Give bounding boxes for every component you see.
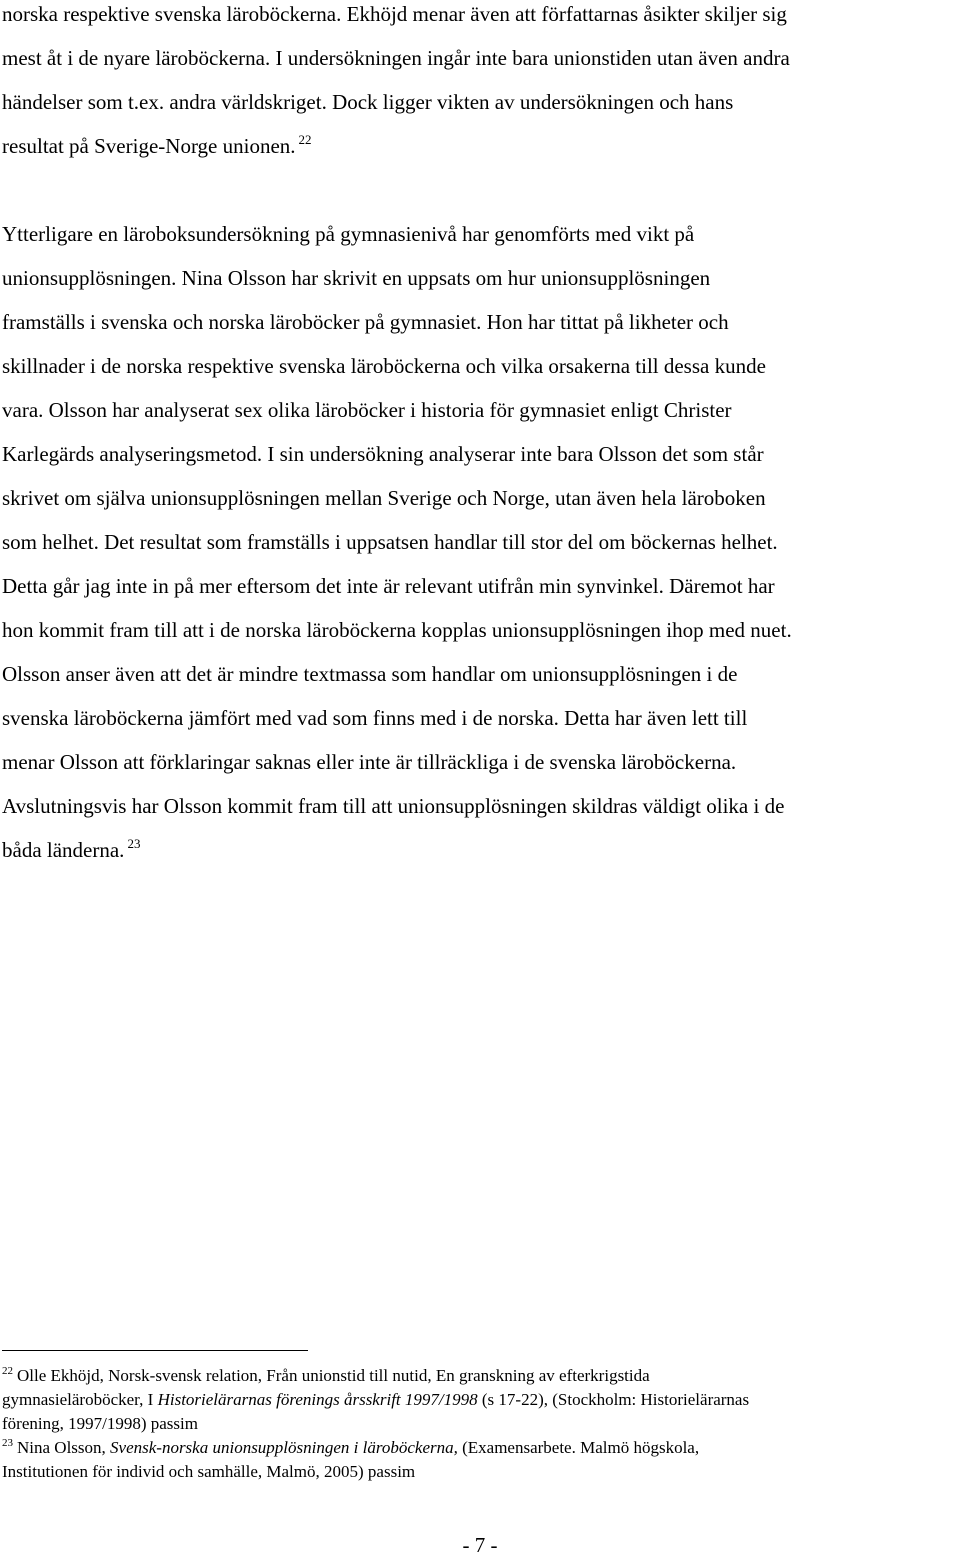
footnote-23-line-2: Institutionen för individ och samhälle, Malmö, 2005) passim: [2, 1462, 416, 1481]
paragraph-2-line-15: [2, 828, 958, 872]
paragraph-1-line-4-text: resultat på Sverige-Norge unionen.: [2, 134, 296, 158]
paragraph-2: [2, 212, 958, 872]
footnote-22-line-2-b: (s 17-22), (Stockholm: Historielärarnas: [477, 1390, 750, 1409]
footnote-23: [2, 1436, 958, 1484]
footnote-ref-22: 22: [298, 132, 312, 147]
footnote-22-line-2: [2, 1388, 958, 1412]
footnote-22-line-1-text: Olle Ekhöjd, Norsk-svensk relation, Från unionstid till nutid, En granskning av efterkrigstida: [17, 1366, 650, 1385]
page-number: - 7 -: [462, 1533, 498, 1557]
paragraph-1-line-3: händelser som t.ex. andra världskriget. Dock ligger vikten av undersökningen och hans: [2, 90, 734, 114]
paragraph-2-line-8: som helhet. Det resultat som framställs i uppsatsen handlar till stor del om böckernas helhet.: [2, 530, 778, 554]
footnote-23-number: 23: [2, 1437, 13, 1449]
footnote-separator: [2, 1350, 308, 1351]
paragraph-1-line-2: mest åt i de nyare läroböckerna. I undersökningen ingår inte bara unionstiden utan även andra: [2, 46, 790, 70]
footnote-22-number: 22: [2, 1365, 13, 1377]
paragraph-1-line-4: [2, 124, 958, 168]
paragraph-2-line-6: Karlegärds analyseringsmetod. I sin undersökning analyserar inte bara Olsson det som står: [2, 442, 764, 466]
paragraph-2-line-12: svenska läroböckerna jämfört med vad som finns med i de norska. Detta har även lett till: [2, 706, 748, 730]
paragraph-2-line-14: Avslutningsvis har Olsson kommit fram till att unionsupplösningen skildras väldigt olika i de: [2, 794, 785, 818]
footnote-22-line-2-a: gymnasieläroböcker, I: [2, 1390, 158, 1409]
paragraph-2-line-9: Detta går jag inte in på mer eftersom det inte är relevant utifrån min synvinkel. Däremot har: [2, 574, 775, 598]
paragraph-2-line-13: menar Olsson att förklaringar saknas eller inte är tillräckliga i de svenska läroböckerna.: [2, 750, 737, 774]
footnote-ref-23: 23: [127, 836, 141, 851]
footnotes: [2, 1364, 958, 1484]
paragraph-2-line-2: unionsupplösningen. Nina Olsson har skrivit en uppsats om hur unionsupplösningen: [2, 266, 711, 290]
paragraph-2-line-4: skillnader i de norska respektive svenska läroböckerna och vilka orsakerna till dessa kunde: [2, 354, 766, 378]
footnote-22-line-3: förening, 1997/1998) passim: [2, 1414, 198, 1433]
paragraph-2-line-3: framställs i svenska och norska läroböcker på gymnasiet. Hon har tittat på likheter och: [2, 310, 729, 334]
paragraph-2-line-11: Olsson anser även att det är mindre textmassa som handlar om unionsupplösningen i de: [2, 662, 738, 686]
footnote-23-line-1-a: Nina Olsson,: [17, 1438, 111, 1457]
footnote-22-journal-title: Historielärarnas förenings årsskrift 1997/1998: [157, 1390, 478, 1409]
paragraph-2-line-15-text: båda länderna.: [2, 838, 125, 862]
footnote-22: [2, 1364, 958, 1436]
footnote-23-line-1: [2, 1436, 958, 1460]
paragraph-1: [2, 0, 958, 168]
paragraph-2-line-10: hon kommit fram till att i de norska läroböckerna kopplas unionsupplösningen ihop med nuet.: [2, 618, 792, 642]
paragraph-2-line-7: skrivet om själva unionsupplösningen mellan Sverige och Norge, utan även hela läroboken: [2, 486, 766, 510]
footnote-23-line-1-b: (Examensarbete. Malmö högskola,: [457, 1438, 700, 1457]
footnote-23-thesis-title: Svensk-norska unionsupplösningen i läroböckerna,: [110, 1438, 458, 1457]
paragraph-2-line-5: vara. Olsson har analyserat sex olika läroböcker i historia för gymnasiet enligt Christer: [2, 398, 732, 422]
paragraph-2-line-1: Ytterligare en läroboksundersökning på gymnasienivå har genomförts med vikt på: [2, 222, 695, 246]
footnote-22-line-1: [2, 1364, 958, 1388]
paragraph-1-line-1: norska respektive svenska läroböckerna. Ekhöjd menar även att författarnas åsikter skiljer sig: [2, 2, 787, 26]
